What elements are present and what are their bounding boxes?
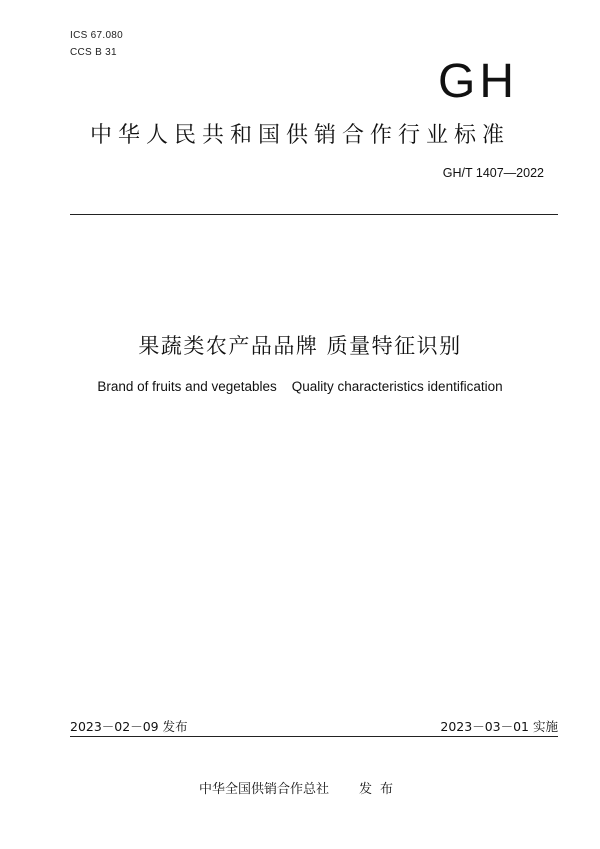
publisher-name: 中华全国供销合作总社 [198, 782, 329, 797]
document-title-chinese: 果蔬类农产品品牌 质量特征识别 [138, 334, 462, 358]
publisher-line [0, 778, 600, 797]
bottom-divider [70, 736, 558, 737]
standard-type-title: 中华人民共和国供销合作行业标准 [89, 123, 510, 148]
implementation-date: 2023－03－01 实施 [440, 719, 558, 734]
issue-date: 2023－02－09 发布 [70, 719, 188, 734]
top-divider [70, 214, 558, 215]
ics-code: ICS 67.080 [70, 30, 124, 41]
publish-action: 发布 [359, 782, 402, 797]
document-title-english: Brand of fruits and vegetables Quality characteristics identification [97, 379, 503, 394]
gh-logo: GH [438, 55, 518, 108]
ccs-code: CCS B 31 [70, 47, 117, 58]
standard-number: GH/T 1407—2022 [442, 166, 544, 180]
